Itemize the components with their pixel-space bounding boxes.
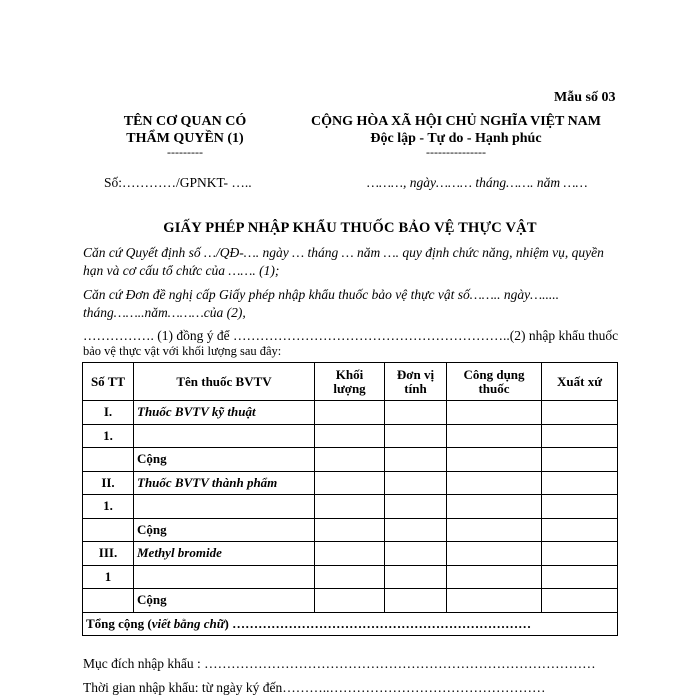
- row-no: [83, 589, 134, 613]
- row-cell: [315, 448, 385, 472]
- row-cell: [315, 518, 385, 542]
- row-cell: [315, 542, 385, 566]
- row-cell: [542, 565, 618, 589]
- total-tail: ) ……………………………………………………………: [224, 615, 532, 631]
- table-total-row: [83, 612, 618, 636]
- total-label: Tổng cộng (: [86, 615, 152, 631]
- agency-name-line2: THẨM QUYỀN (1): [126, 131, 244, 146]
- row-cell: [315, 471, 385, 495]
- table-row: [83, 518, 618, 542]
- row-cell: [385, 565, 447, 589]
- basis-decision: Căn cứ Quyết định số …/QĐ-…. ngày … tháng … năm …. quy định chức năng, nhiệm vụ, quyền hạn và cơ cấu tổ chức của ……. (1);: [83, 245, 604, 278]
- row-no: II.: [83, 471, 134, 495]
- row-name: Thuốc BVTV kỹ thuật: [134, 401, 315, 425]
- place-date: ………, ngày……… tháng……. năm ……: [367, 175, 588, 190]
- approval-statement-cont: bảo vệ thực vật với khối lượng sau đây:: [83, 344, 282, 358]
- national-title: CỘNG HÒA XÃ HỘI CHỦ NGHĨA VIỆT NAM: [310, 114, 601, 129]
- form-code: Mẫu số 03: [554, 90, 616, 105]
- agency-block: [110, 113, 260, 157]
- table-row: [83, 565, 618, 589]
- row-cell: [447, 518, 542, 542]
- table-row: [83, 495, 618, 519]
- row-cell: [385, 518, 447, 542]
- row-no: [83, 518, 134, 542]
- header-origin: Xuất xứ: [542, 363, 618, 401]
- approval-statement: ……………. (1) đồng ý để ……………………………………………………..(2) nhập khẩu thuốc: [83, 328, 619, 343]
- row-no: I.: [83, 401, 134, 425]
- row-cell: [542, 424, 618, 448]
- row-cell: [542, 495, 618, 519]
- row-cell: [542, 401, 618, 425]
- national-heading: [296, 113, 616, 157]
- agency-rule: ---------: [167, 145, 203, 159]
- table-header-row: [83, 363, 618, 401]
- row-cell: [447, 424, 542, 448]
- row-name: [134, 424, 315, 448]
- row-cell: [447, 401, 542, 425]
- row-name: [134, 495, 315, 519]
- row-cell: [385, 424, 447, 448]
- header-quantity: Khối lượng: [315, 363, 385, 401]
- row-no: 1.: [83, 424, 134, 448]
- row-cell: [315, 565, 385, 589]
- national-rule: ---------------: [426, 145, 486, 159]
- table-row: [83, 424, 618, 448]
- row-cell: [315, 589, 385, 613]
- row-cell: [385, 542, 447, 566]
- row-name: Thuốc BVTV thành phẩm: [134, 471, 315, 495]
- row-cell: [447, 448, 542, 472]
- row-cell: [447, 471, 542, 495]
- import-time: Thời gian nhập khẩu: từ ngày ký đến………..…………………………………………: [83, 680, 546, 695]
- row-cell: [385, 401, 447, 425]
- row-name: [134, 565, 315, 589]
- row-name: Cộng: [134, 518, 315, 542]
- row-cell: [447, 589, 542, 613]
- total-label-italic: viết bằng chữ: [151, 615, 225, 631]
- total-cell: [83, 612, 618, 636]
- national-motto: Độc lập - Tự do - Hạnh phúc: [370, 131, 542, 146]
- header-no: Số TT: [83, 363, 134, 401]
- table-row: [83, 471, 618, 495]
- row-no: III.: [83, 542, 134, 566]
- row-cell: [385, 589, 447, 613]
- row-cell: [542, 448, 618, 472]
- row-cell: [447, 542, 542, 566]
- header-unit: Đơn vị tính: [385, 363, 447, 401]
- row-cell: [542, 589, 618, 613]
- row-name: Methyl bromide: [134, 542, 315, 566]
- pesticide-table: [82, 362, 618, 636]
- import-purpose: Mục đích nhập khẩu : ……………………………………………………………………………: [83, 656, 596, 671]
- table-row: [83, 589, 618, 613]
- row-no: 1.: [83, 495, 134, 519]
- row-cell: [542, 542, 618, 566]
- row-name: Cộng: [134, 589, 315, 613]
- row-cell: [385, 448, 447, 472]
- row-cell: [315, 424, 385, 448]
- header-usage: Công dụng thuốc: [447, 363, 542, 401]
- row-cell: [385, 495, 447, 519]
- row-cell: [315, 495, 385, 519]
- agency-name-line1: TÊN CƠ QUAN CÓ: [123, 114, 247, 129]
- row-cell: [315, 401, 385, 425]
- row-cell: [542, 518, 618, 542]
- row-cell: [542, 471, 618, 495]
- table-row: [83, 448, 618, 472]
- row-no: [83, 448, 134, 472]
- row-cell: [447, 565, 542, 589]
- table-row: [83, 542, 618, 566]
- basis-application: Căn cứ Đơn đề nghị cấp Giấy phép nhập khẩu thuốc bảo vệ thực vật số…….. ngày…..... tháng……..năm………của (2),: [83, 287, 559, 320]
- row-name: Cộng: [134, 448, 315, 472]
- document-title: GIẤY PHÉP NHẬP KHẨU THUỐC BẢO VỆ THỰC VẬT: [163, 220, 537, 236]
- row-cell: [447, 495, 542, 519]
- row-no: 1: [83, 565, 134, 589]
- table-row: [83, 401, 618, 425]
- header-name: Tên thuốc BVTV: [134, 363, 315, 401]
- row-cell: [385, 471, 447, 495]
- document-number: Số:…………/GPNKT- …..: [104, 175, 252, 190]
